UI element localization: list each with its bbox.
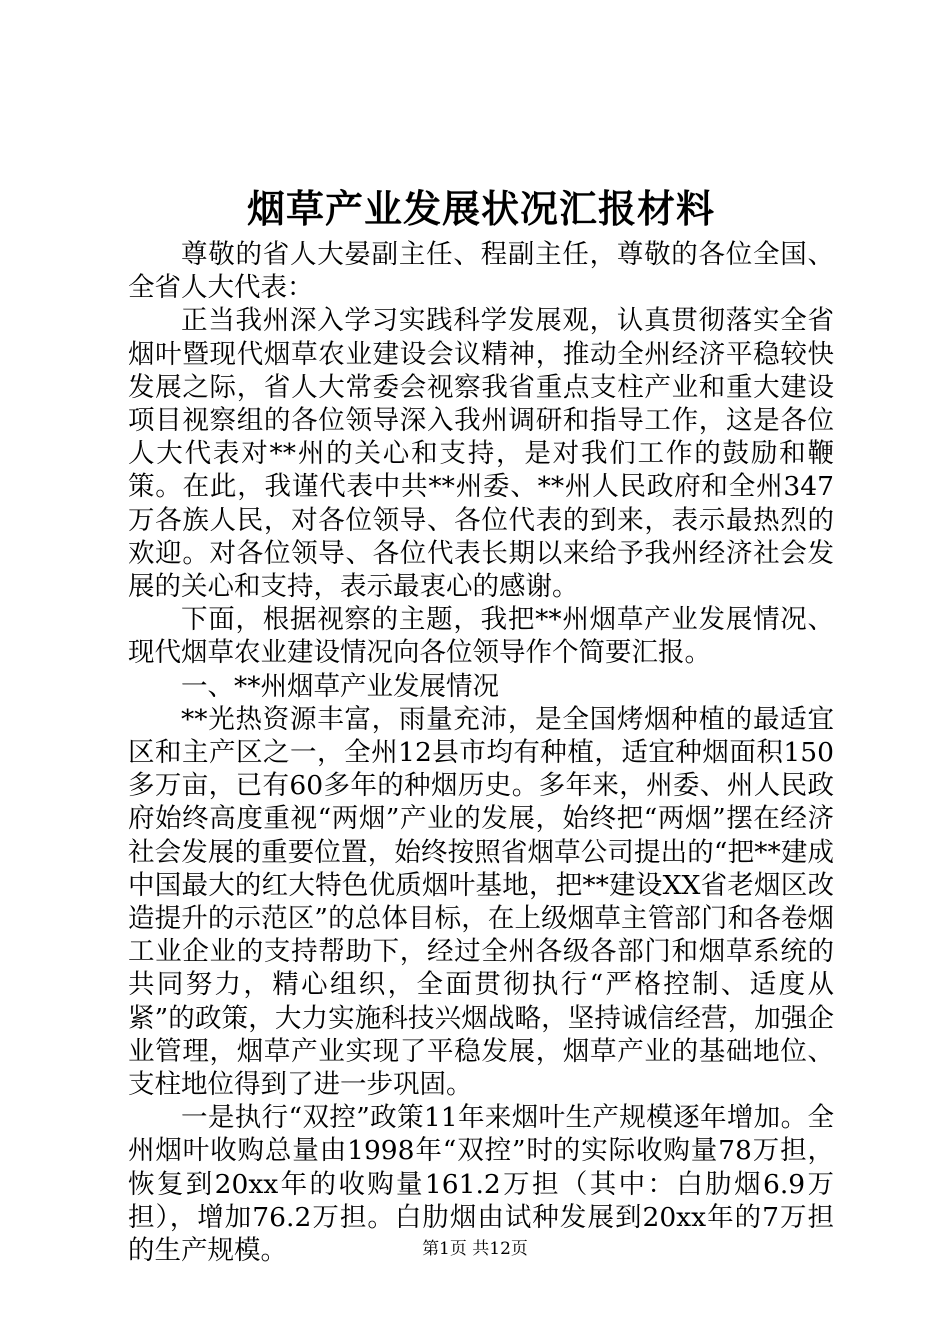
page-number: 第1页 共12页 [422, 1239, 528, 1259]
document-title: 烟草产业发展状况汇报材料 [246, 186, 715, 231]
paragraph-overview: **光热资源丰富，雨量充沛，是全国烤烟种植的最适宜区和主产区之一，全州12县市均有种植，适宜种烟面积150多万亩，已有60多年的种烟历史。多年来，州委、州人民政府始终高度重视“两烟”产业的发展，始终把“两烟”摆在经济社会发展的重要位置，始终按照省烟草公司提出的“把**建成中国最大的红大特色优质烟叶基地，把**建设XX省老烟区改造提升的示范区”的总体目标，在上级烟草主管部门和各卷烟工业企业的支持帮助下，经过全州各级各部门和烟草系统的共同努力，精心组织，全面贯彻执行“严格控制、适度从紧”的政策，大力实施科技兴烟战略，坚持诚信经营，加强企业管理，烟草产业实现了平稳发展，烟草产业的基础地位、支柱地位得到了进一步巩固。 [128, 703, 834, 1101]
paragraph-welcome: 正当我州深入学习实践科学发展观，认真贯彻落实全省烟叶暨现代烟草农业建设会议精神，推动全州经济平稳较快发展之际，省人大常委会视察我省重点支柱产业和重大建设项目视察组的各位领导深入我州调研和指导工作，这是各位人大代表对**州的关心和支持，是对我们工作的鼓励和鞭策。在此，我谨代表中共**州委、**州人民政府和全州347万各族人民，对各位领导、各位代表的到来，表示最热烈的欢迎。对各位领导、各位代表长期以来给予我州经济社会发展的关心和支持，表示最衷心的感谢。 [128, 305, 834, 603]
section-heading-1: 一、**州烟草产业发展情况 [181, 670, 499, 702]
paragraph-intro: 下面，根据视察的主题，我把**州烟草产业发展情况、现代烟草农业建设情况向各位领导作个简要汇报。 [128, 604, 834, 669]
document-page [128, 180, 834, 1267]
paragraph-salutation: 尊敬的省人大晏副主任、程副主任，尊敬的各位全国、全省人大代表： [128, 239, 834, 304]
paragraph-point-1: 一是执行“双控”政策11年来烟叶生产规模逐年增加。全州烟叶收购总量由1998年“双控”时的实际收购量78万担，恢复到20xx年的收购量161.2万担（其中：白肋烟6.9万担），增加76.2万担。白肋烟由试种发展到20xx年的7万担的生产规模。 [128, 1102, 834, 1267]
